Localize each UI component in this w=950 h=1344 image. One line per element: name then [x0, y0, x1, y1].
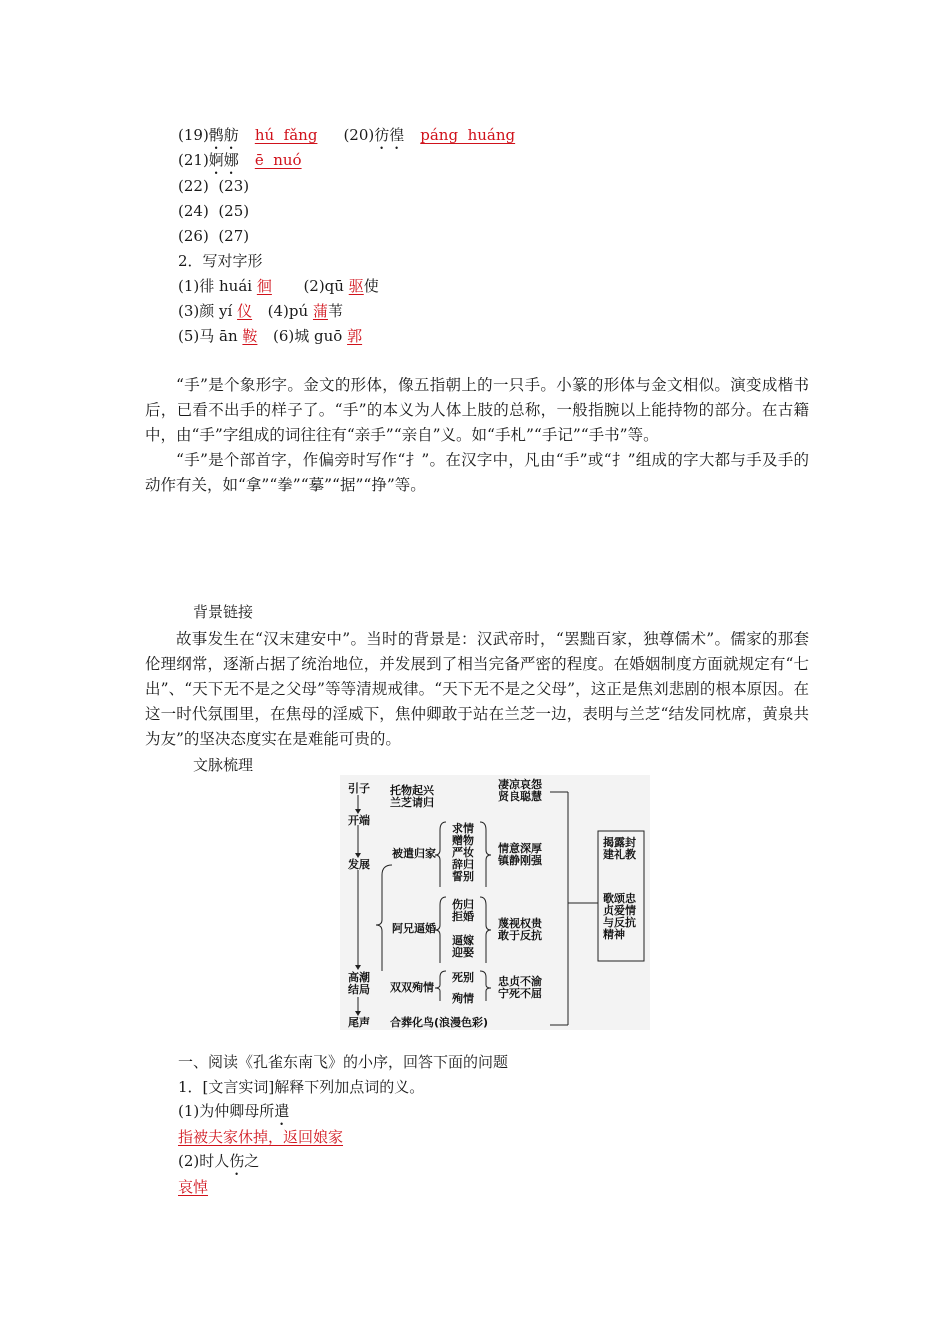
intro-content: 托物起兴 兰芝请归 [390, 784, 434, 809]
background-heading: 背景链接 [193, 603, 254, 621]
glyph-prompt: (1)徘 huái [178, 277, 253, 295]
answer-1 [178, 1127, 343, 1147]
glyph-prompt: (6)城 guō [272, 327, 343, 345]
background-block [145, 627, 809, 752]
stage-intro: 引子 [348, 782, 370, 795]
glyph-prompt: (4)pú [267, 302, 309, 320]
item-word: 彷徨 [374, 126, 405, 144]
blank-row: (22) (23) [178, 177, 250, 195]
sub-question-suffix: 之 [244, 1152, 260, 1170]
item-word: 婀娜 [208, 151, 239, 169]
branch-forced-trait: 蔑视权贵 敢于反抗 [498, 917, 542, 942]
glyph-answer: 郭 [347, 327, 363, 345]
item-word: 鹘舫 [208, 126, 239, 144]
blank-row: (26) (27) [178, 227, 250, 245]
glyph-suffix: 苇 [327, 302, 343, 320]
sub-question-text: (1)为仲卿母所 [178, 1102, 275, 1120]
pinyin-row-1 [178, 125, 515, 153]
blank-row: (24) (25) [178, 202, 250, 220]
branch-sent-home: 被遣归家 [392, 847, 436, 860]
branch-forced-items-b: 逼嫁 迎娶 [452, 934, 474, 959]
answer-text: 哀悼 [178, 1178, 209, 1196]
question-1: 1．[文言实词]解释下列加点词的义。 [178, 1078, 425, 1096]
stage-develop: 发展 [348, 858, 370, 871]
essay-paragraph-1: “手”是个象形字。金文的形体，像五指朝上的一只手。小篆的形体与金文相似。演变成楷书后，已看不出手的样子了。“手”的本义为人体上肢的总称，一般指腕以上能持物的部分。在古籍中，由“手”字组成的词往往有“亲手”“亲自”义。如“手札”“手记”“手书”等。 [145, 376, 809, 444]
answer-2 [178, 1177, 208, 1197]
reading-title: 一、阅读《孔雀东南飞》的小序，回答下面的问题 [178, 1053, 509, 1071]
theme-expose: 揭露封 建礼教 [603, 836, 636, 861]
glyph-row-1 [178, 276, 379, 296]
pinyin-answer: ē nuó [254, 151, 302, 169]
stage-start: 开端 [348, 814, 370, 827]
glyph-prompt: (2)qū [303, 277, 344, 295]
climax-item-a: 死别 [452, 971, 474, 984]
section-title: 2．写对字形 [178, 252, 263, 270]
sub-question-text: (2)时人 [178, 1152, 230, 1170]
sub-question-2 [178, 1151, 259, 1179]
theme-praise: 歌颂忠 贞爱情 与反抗 精神 [603, 892, 636, 941]
answer-text: 指被夫家休掉，返回娘家 [178, 1128, 344, 1146]
item-number: (20) [343, 126, 375, 144]
branch-forced-items-a: 伤归 拒婚 [452, 898, 474, 923]
glyph-prompt: (3)颜 yí [178, 302, 233, 320]
glyph-answer: 驱 [348, 277, 364, 295]
climax-trait: 忠贞不渝 宁死不屈 [498, 975, 542, 1000]
item-number: (19) [178, 126, 209, 144]
sub-question-1 [178, 1101, 289, 1129]
stage-climax: 高潮 结局 [348, 971, 370, 996]
item-number: (21) [178, 151, 209, 169]
dotted-word: 遣 [274, 1102, 290, 1120]
pinyin-row-2 [178, 150, 302, 178]
glyph-answer: 仪 [237, 302, 253, 320]
glyph-prompt: (5)马 ān [178, 327, 238, 345]
dotted-word: 伤 [229, 1152, 245, 1170]
glyph-suffix: 使 [363, 277, 379, 295]
climax-label: 双双殉情 [390, 981, 434, 994]
glyph-row-3 [178, 326, 362, 346]
climax-item-b: 殉情 [452, 992, 474, 1005]
branch-sent-home-trait: 情意深厚 镇静刚强 [498, 842, 542, 867]
end-label: 合葬化鸟(浪漫色彩) [390, 1016, 489, 1029]
essay-block [145, 373, 809, 498]
essay-paragraph-2: “手”是个部首字，作偏旁时写作“扌”。在汉字中，凡由“手”或“扌”组成的字大都与手及手的动作有关，如“拿”“拳”“摹”“据”“挣”等。 [145, 451, 809, 494]
glyph-answer: 鞍 [242, 327, 258, 345]
background-paragraph: 故事发生在“汉末建安中”。当时的背景是：汉武帝时，“罢黜百家，独尊儒术”。儒家的那套伦理纲常，逐渐占据了统治地位，并发展到了相当完备严密的程度。在婚姻制度方面就规定有“七出”、“天下无不是之父母”等等清规戒律。“天下无不是之父母”，这正是焦刘悲剧的根本原因。在这一时代氛围里，在焦母的淫威下，焦仲卿敢于站在兰芝一边，表明与兰芝“结发同枕席，黄泉共为友”的坚决态度实在是难能可贵的。 [145, 630, 809, 748]
pinyin-answer: hú fǎng [254, 126, 318, 144]
pinyin-answer: páng huáng [420, 126, 516, 144]
branch-forced-marriage: 阿兄逼婚 [392, 922, 436, 935]
intro-trait: 凄凉哀怨 贤良聪慧 [498, 778, 542, 803]
glyph-answer: 徊 [256, 277, 272, 295]
stage-end: 尾声 [348, 1016, 370, 1029]
outline-heading: 文脉梳理 [193, 756, 254, 774]
glyph-answer: 蒲 [312, 302, 328, 320]
plot-outline-diagram [340, 775, 650, 1030]
branch-sent-home-items: 求情 赠物 严妆 辞归 誓别 [452, 822, 474, 883]
glyph-row-2 [178, 301, 343, 321]
